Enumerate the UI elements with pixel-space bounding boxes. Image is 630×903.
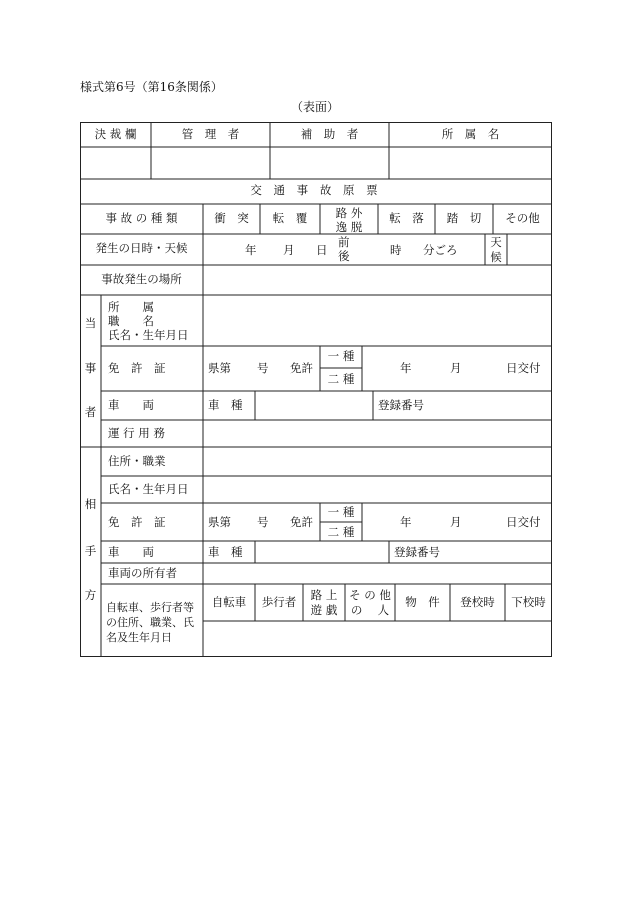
- other-license-word: 免許: [290, 515, 313, 529]
- party-license-word: 免許: [290, 361, 313, 375]
- party-registration-label: 登録番号: [378, 398, 424, 412]
- other-prefecture-label: 県第: [208, 515, 231, 529]
- other-owner-label: 車両の所有者: [108, 566, 177, 580]
- party-issue-day: 日交付: [506, 361, 541, 375]
- party-side-char-1: 当: [84, 316, 97, 330]
- other-side-char-2: 手: [84, 544, 97, 558]
- type-collision: 衝 突: [214, 211, 249, 225]
- day-label: 日: [316, 243, 328, 257]
- weather-label-1: 天: [490, 235, 502, 249]
- other-name-birth-label: 氏名・生年月日: [108, 482, 189, 496]
- other-class-2: 二 種: [327, 525, 355, 539]
- party-vehicle-type-label: 車 種: [208, 398, 243, 412]
- other-vehicle-type-label: 車 種: [208, 545, 243, 559]
- party-side-char-3: 者: [84, 405, 97, 419]
- party-issue-year: 年: [400, 361, 412, 375]
- assistant-column-label: 補 助 者: [300, 127, 359, 141]
- party-class-2: 二 種: [327, 372, 355, 386]
- decision-column-label: 決 裁 欄: [94, 127, 137, 141]
- other-issue-day: 日交付: [506, 515, 541, 529]
- type-railroad-crossing: 踏 切: [446, 211, 482, 225]
- category-pedestrian: 歩行者: [261, 595, 297, 609]
- other-registration-label: 登録番号: [394, 545, 440, 559]
- accident-type-label: 事 故 の 種 類: [105, 211, 178, 225]
- party-affiliation-label: 所 属: [108, 300, 154, 314]
- other-issue-year: 年: [400, 515, 412, 529]
- party-job-title-label: 職 名: [108, 314, 154, 328]
- other-number-label: 号: [257, 515, 269, 529]
- type-fall: 転 落: [389, 211, 424, 225]
- other-vehicle-label: 車 両: [108, 545, 154, 559]
- location-label: 事故発生の場所: [101, 272, 182, 286]
- other-class-1: 一 種: [327, 505, 355, 519]
- type-overturn: 転 覆: [272, 211, 308, 225]
- party-issue-month: 月: [450, 361, 462, 375]
- party-side-char-2: 事: [84, 361, 97, 375]
- form-name: 交 通 事 故 原 票: [250, 183, 382, 197]
- party-number-label: 号: [257, 361, 269, 375]
- form-number: 様式第6号（第16条関係）: [80, 80, 223, 94]
- type-run-off-road: 路 外 逸 脱: [335, 206, 363, 234]
- other-license-label: 免 許 証: [108, 515, 166, 529]
- accident-report-form: [80, 122, 552, 657]
- minute-approx-label: 分ごろ: [423, 243, 458, 257]
- category-street-play: 路 上 遊 戯: [310, 588, 338, 617]
- type-other: その他: [505, 211, 540, 225]
- year-label: 年: [245, 243, 257, 257]
- hour-label: 時: [390, 243, 402, 257]
- party-vehicle-label: 車 両: [108, 398, 154, 412]
- other-side-char-3: 方: [84, 588, 97, 602]
- other-address-job-label: 住所・職業: [108, 454, 166, 468]
- bicycle-pedestrian-label: 自転車、歩行者等の住所、職業、氏名及生年月日: [106, 601, 194, 644]
- month-label: 月: [283, 243, 295, 257]
- am-label: 前: [338, 235, 350, 249]
- category-other-person: そ の 他 の 人: [349, 588, 391, 617]
- other-issue-month: 月: [450, 515, 462, 529]
- party-prefecture-label: 県第: [208, 361, 231, 375]
- datetime-label: 発生の日時・天候: [95, 241, 188, 255]
- party-license-label: 免 許 証: [108, 361, 166, 375]
- category-property: 物 件: [405, 595, 440, 609]
- pm-label: 後: [338, 249, 350, 263]
- category-bicycle: 自転車: [211, 595, 247, 609]
- weather-label-2: 候: [490, 250, 502, 264]
- category-from-school: 下校時: [511, 595, 546, 609]
- department-column-label: 所 属 名: [441, 127, 500, 141]
- form-side-label: （表面）: [290, 100, 339, 114]
- party-class-1: 一 種: [327, 349, 355, 363]
- category-to-school: 登校時: [460, 595, 495, 609]
- manager-column-label: 管 理 者: [181, 127, 240, 141]
- party-name-birth-label: 氏名・生年月日: [108, 328, 189, 342]
- other-side-char-1: 相: [84, 497, 97, 511]
- party-duty-label: 運 行 用 務: [108, 426, 165, 440]
